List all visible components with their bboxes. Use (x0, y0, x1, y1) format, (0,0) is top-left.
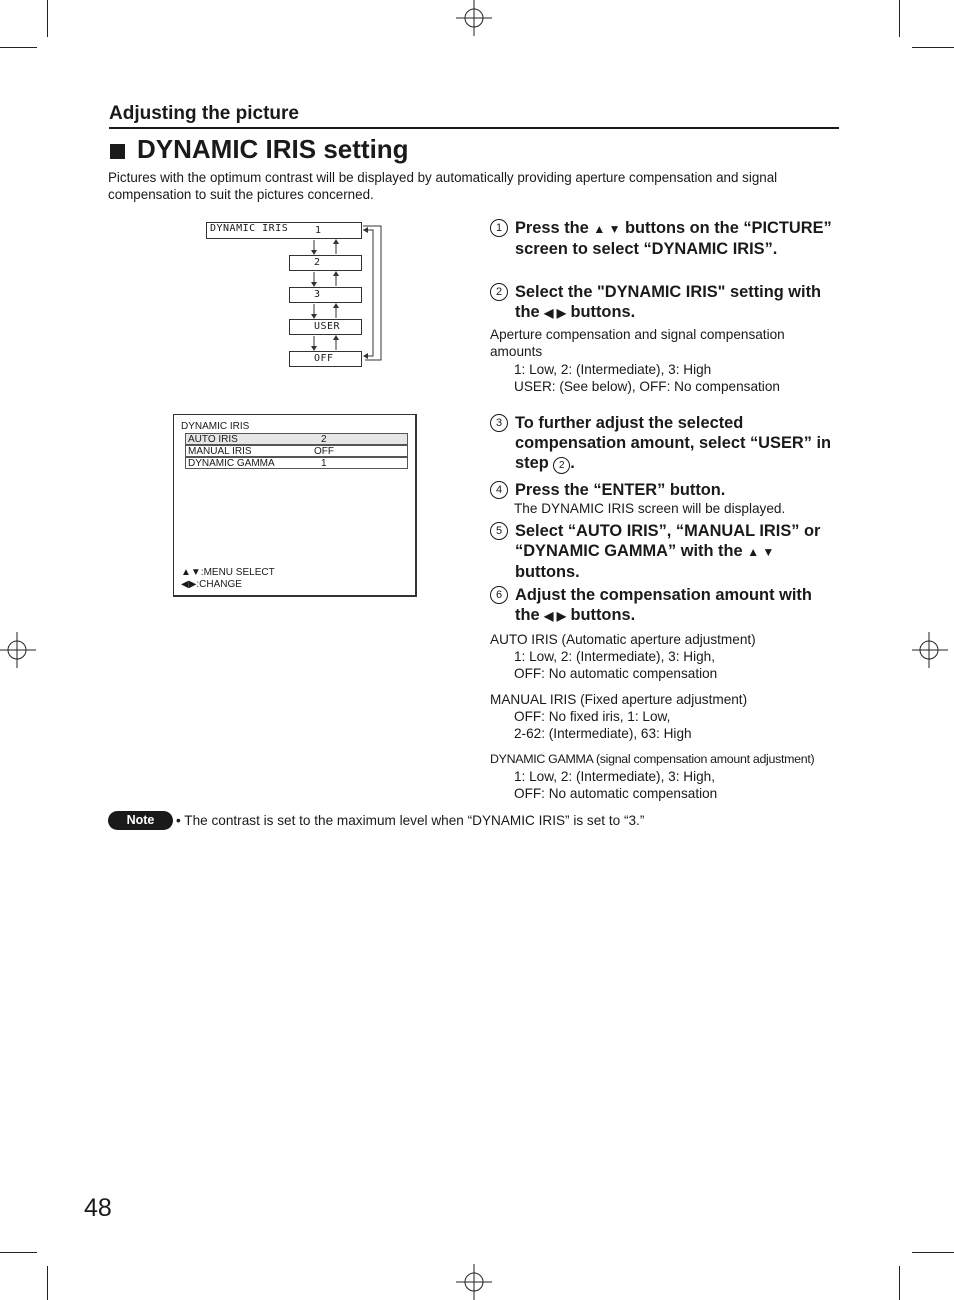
osd-value-3: 3 (314, 289, 321, 300)
menu-row-label: AUTO IRIS (188, 434, 238, 445)
auto-iris-line-1: 1: Low, 2: (Intermediate), 3: High, (514, 649, 715, 664)
step-text: Adjust the compensation amount with the (515, 586, 812, 624)
step-ref: 2 (553, 457, 570, 474)
menu-row-value: 1 (321, 458, 327, 469)
crop-mark (912, 47, 954, 48)
section-divider (109, 127, 839, 129)
crop-mark (899, 1266, 900, 1300)
up-down-arrow-icon: ▲ ▼ (747, 545, 775, 559)
step-text: To further adjust the selected compensation amount, select “USER” in step (515, 414, 832, 472)
section-title: Adjusting the picture (109, 103, 299, 124)
registration-mark-icon (456, 0, 492, 36)
osd-value-1: 1 (315, 225, 322, 236)
registration-mark-icon (456, 1264, 492, 1300)
step-text: buttons. (565, 606, 636, 624)
crop-mark (0, 1252, 37, 1253)
step-4-detail: The DYNAMIC IRIS screen will be displayed. (514, 501, 786, 516)
crop-mark (47, 0, 48, 37)
step-2-detail-1: Aperture compensation and signal compensation amounts (490, 327, 785, 359)
dynamic-gamma-title: DYNAMIC GAMMA (signal compensation amount adjustment) (490, 752, 815, 766)
manual-iris-title: MANUAL IRIS (Fixed aperture adjustment) (490, 692, 748, 707)
cycle-arrows-icon (205, 220, 385, 370)
crop-mark (912, 1252, 954, 1253)
left-right-arrow-icon: ◀ ▶ (544, 609, 566, 623)
osd-cycle-diagram (205, 220, 385, 370)
step-3 (490, 413, 840, 474)
dynamic-gamma-line-1: 1: Low, 2: (Intermediate), 3: High, (514, 769, 715, 784)
step-text: Select “AUTO IRIS”, “MANUAL IRIS” or “DYNAMIC GAMMA” with the (515, 522, 821, 560)
step-number: 5 (490, 522, 508, 540)
note-badge: Note (108, 811, 173, 830)
menu-row-auto-iris[interactable] (185, 433, 408, 445)
dynamic-iris-menu-screen (173, 414, 417, 597)
step-2 (490, 282, 840, 323)
osd-label: DYNAMIC IRIS (210, 223, 289, 234)
manual-iris-line-1: OFF: No fixed iris, 1: Low, (514, 709, 671, 724)
step-text: . (570, 454, 575, 472)
intro-paragraph: Pictures with the optimum contrast will be displayed by automatically providing aperture compensation and signal compensation to suit the pictures concerned. (108, 170, 778, 202)
crop-mark (899, 0, 900, 37)
osd-value-off: OFF (314, 353, 334, 364)
step-2-detail-3: USER: (See below), OFF: No compensation (514, 379, 780, 394)
note-text: • The contrast is set to the maximum level when “DYNAMIC IRIS” is set to “3.” (176, 813, 645, 828)
auto-iris-title: AUTO IRIS (Automatic aperture adjustment) (490, 632, 756, 647)
menu-row-label: DYNAMIC GAMMA (188, 458, 275, 469)
step-number: 1 (490, 219, 508, 237)
step-number: 4 (490, 481, 508, 499)
osd-value-2: 2 (314, 257, 321, 268)
up-down-arrow-icon: ▲ ▼ (593, 222, 621, 236)
auto-iris-line-2: OFF: No automatic compensation (514, 666, 718, 681)
left-right-arrow-icon: ◀ ▶ (544, 306, 566, 320)
dynamic-gamma-line-2: OFF: No automatic compensation (514, 786, 718, 801)
step-text: Press the “ENTER” button. (515, 481, 726, 499)
registration-mark-icon (912, 632, 948, 668)
crop-mark (47, 1266, 48, 1300)
crop-mark (0, 47, 37, 48)
step-number: 2 (490, 283, 508, 301)
step-number: 3 (490, 414, 508, 432)
osd-value-user: USER (314, 321, 341, 332)
menu-hint-select: ▲▼:MENU SELECT (181, 567, 275, 578)
step-5 (490, 521, 840, 582)
step-6 (490, 585, 840, 626)
page-number: 48 (84, 1194, 112, 1222)
step-text: Press the (515, 219, 594, 237)
menu-row-value: OFF (314, 446, 334, 457)
step-1 (490, 218, 840, 259)
menu-row-manual-iris[interactable] (185, 445, 408, 457)
menu-screen-title: DYNAMIC IRIS (181, 421, 250, 432)
menu-row-value: 2 (321, 434, 327, 445)
registration-mark-icon (0, 632, 36, 668)
step-text: buttons on the “PICTURE” screen to select “DYNAMIC IRIS”. (515, 219, 832, 258)
step-number: 6 (490, 586, 508, 604)
step-2-detail-2: 1: Low, 2: (Intermediate), 3: High (514, 362, 712, 377)
menu-row-label: MANUAL IRIS (188, 446, 252, 457)
manual-iris-line-2: 2-62: (Intermediate), 63: High (514, 726, 692, 741)
menu-row-dynamic-gamma[interactable] (185, 457, 408, 469)
square-bullet-icon (110, 144, 125, 159)
page-title-text: DYNAMIC IRIS setting (137, 134, 409, 164)
step-text: Select the "DYNAMIC IRIS" setting with the (515, 283, 822, 321)
step-text: buttons. (565, 303, 636, 321)
step-4 (490, 480, 840, 500)
step-text: buttons. (515, 563, 580, 581)
page-title (110, 134, 409, 165)
menu-hint-change: ◀▶:CHANGE (181, 579, 242, 590)
